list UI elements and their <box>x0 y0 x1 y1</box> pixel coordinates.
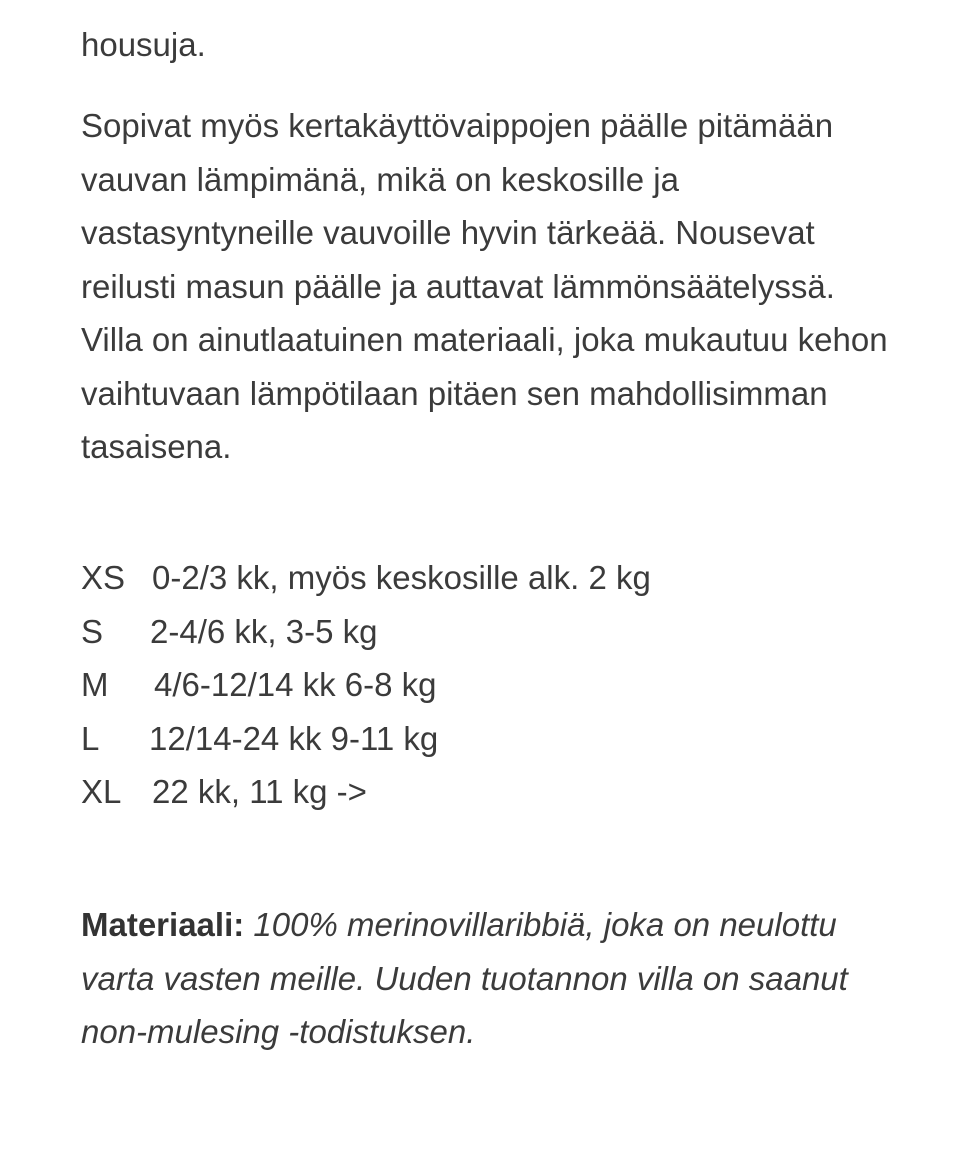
size-label: XS <box>81 559 126 596</box>
size-desc: 2-4/6 kk, 3-5 kg <box>150 612 378 650</box>
paragraph-intro-end: housuja. <box>81 26 206 63</box>
size-row <box>81 605 901 659</box>
size-row <box>81 551 901 605</box>
size-label: L <box>81 719 100 757</box>
size-desc: 12/14-24 kk 9-11 kg <box>149 719 439 757</box>
size-desc: 22 kk, 11 kg -> <box>152 773 367 810</box>
material-paragraph <box>81 898 901 1059</box>
size-desc: 0-2/3 kk, myös keskosille alk. 2 kg <box>152 559 651 596</box>
size-label: XL <box>81 773 122 810</box>
size-label: S <box>81 612 104 650</box>
size-list <box>81 551 901 819</box>
size-row <box>81 765 901 819</box>
size-label: M <box>81 666 109 703</box>
size-row <box>81 658 901 712</box>
material-label: Materiaali: <box>81 906 245 943</box>
size-row <box>81 712 901 766</box>
paragraph-description: Sopivat myös kertakäyttövaippojen päälle pitämään vauvan lämpimänä, mikä on keskosille ja vastasyntyneille vauvoille hyvin tärkeää. Nousevat reilusti masun päälle ja auttavat lämmönsäätelyssä. Villa on ainutlaatuinen materiaali, joka mukautuu kehon vaihtuvaan lämpötilaan pitäen sen mahdollisimman tasaisena. <box>81 107 888 465</box>
size-desc: 4/6-12/14 kk 6-8 kg <box>154 666 437 703</box>
material-text: 100% merinovillaribbiä, joka on neulottu varta vasten meille. Uuden tuotannon villa on saanut non-mulesing -todistuksen. <box>81 906 848 1050</box>
